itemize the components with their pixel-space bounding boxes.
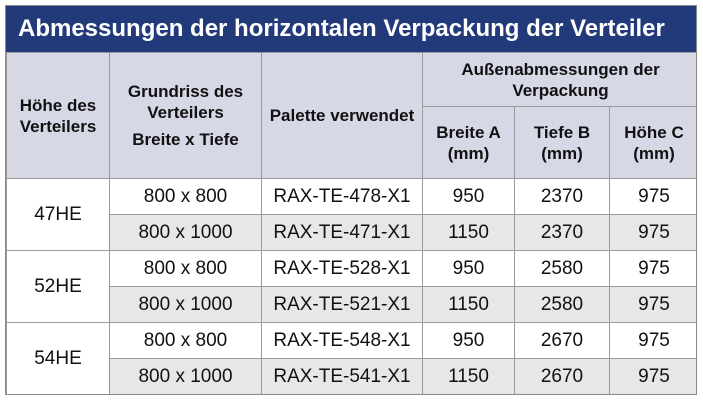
palette-cell: RAX-TE-471-X1 <box>262 215 423 251</box>
packaging-dimensions-table-frame <box>5 5 697 395</box>
header-grundriss-sub: Breite x Tiefe <box>132 130 239 149</box>
header-tiefe: Tiefe B (mm) <box>515 107 610 179</box>
breite-cell: 1150 <box>423 287 515 323</box>
table-row <box>7 359 698 395</box>
grundriss-cell: 800 x 1000 <box>110 215 262 251</box>
header-aussenabmessungen: Außenabmessungen der Verpackung <box>423 53 698 107</box>
table-row <box>7 215 698 251</box>
grundriss-cell: 800 x 800 <box>110 251 262 287</box>
palette-cell: RAX-TE-528-X1 <box>262 251 423 287</box>
table-title: Abmessungen der horizontalen Verpackung der Verteiler <box>6 6 696 52</box>
tiefe-cell: 2580 <box>515 251 610 287</box>
hoehe-cell: 975 <box>610 179 698 215</box>
header-breite: Breite A (mm) <box>423 107 515 179</box>
grundriss-cell: 800 x 1000 <box>110 287 262 323</box>
tiefe-cell: 2370 <box>515 215 610 251</box>
breite-cell: 950 <box>423 323 515 359</box>
header-palette: Palette verwendet <box>262 53 423 179</box>
hoehe-cell: 975 <box>610 323 698 359</box>
breite-cell: 1150 <box>423 215 515 251</box>
he-cell: 54HE <box>7 323 110 395</box>
table-row <box>7 323 698 359</box>
he-cell: 52HE <box>7 251 110 323</box>
table-row <box>7 251 698 287</box>
header-grundriss-title: Grundriss des Verteilers <box>127 82 244 122</box>
dimensions-table <box>6 52 697 395</box>
hoehe-cell: 975 <box>610 359 698 395</box>
header-grundriss <box>110 53 262 179</box>
palette-cell: RAX-TE-521-X1 <box>262 287 423 323</box>
breite-cell: 950 <box>423 251 515 287</box>
palette-cell: RAX-TE-541-X1 <box>262 359 423 395</box>
tiefe-cell: 2370 <box>515 179 610 215</box>
table-row <box>7 179 698 215</box>
grundriss-cell: 800 x 1000 <box>110 359 262 395</box>
breite-cell: 950 <box>423 179 515 215</box>
header-hoehe: Höhe C (mm) <box>610 107 698 179</box>
he-cell: 47HE <box>7 179 110 251</box>
tiefe-cell: 2670 <box>515 323 610 359</box>
hoehe-cell: 975 <box>610 251 698 287</box>
grundriss-cell: 800 x 800 <box>110 323 262 359</box>
tiefe-cell: 2580 <box>515 287 610 323</box>
hoehe-cell: 975 <box>610 287 698 323</box>
breite-cell: 1150 <box>423 359 515 395</box>
grundriss-cell: 800 x 800 <box>110 179 262 215</box>
header-hoehe-verteiler: Höhe des Verteilers <box>7 53 110 179</box>
tiefe-cell: 2670 <box>515 359 610 395</box>
table-row <box>7 287 698 323</box>
palette-cell: RAX-TE-548-X1 <box>262 323 423 359</box>
palette-cell: RAX-TE-478-X1 <box>262 179 423 215</box>
hoehe-cell: 975 <box>610 215 698 251</box>
